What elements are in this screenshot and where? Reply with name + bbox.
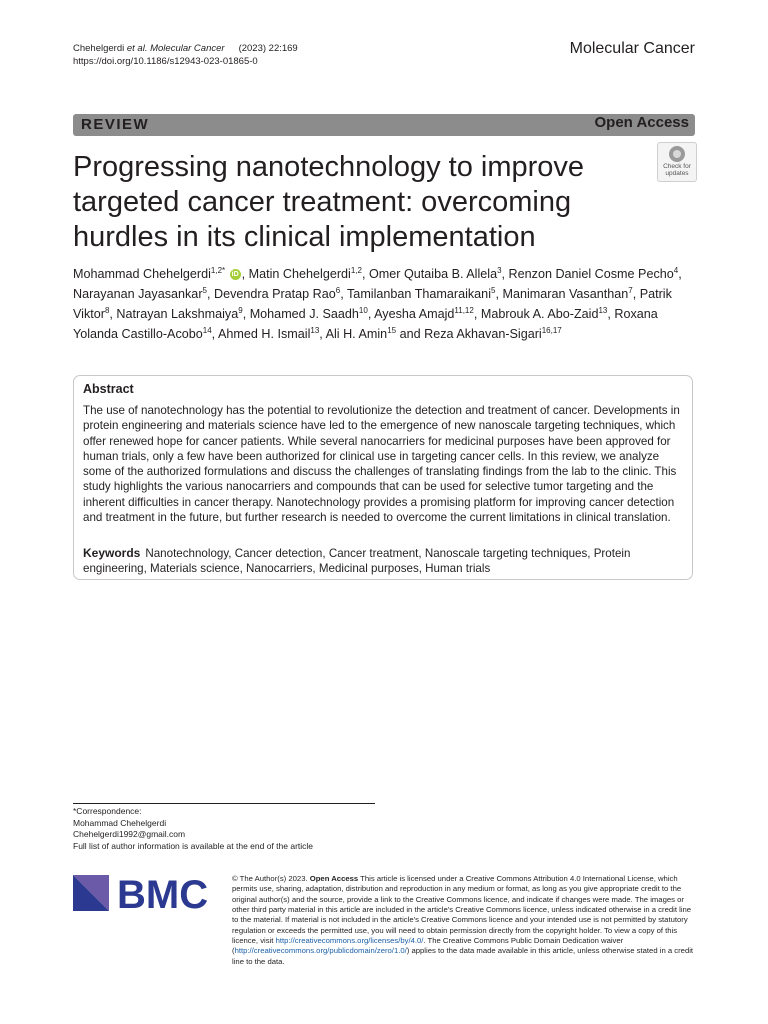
correspondence (73, 806, 313, 852)
author-name[interactable]: Renzon Daniel Cosme Pecho (508, 267, 674, 281)
orcid-icon[interactable]: iD (231, 271, 239, 279)
correspondence-email[interactable]: Chehelgerdi1992@gmail.com (73, 829, 186, 840)
author-affiliation: 13 (310, 325, 320, 335)
author-name[interactable]: Natrayan Lakshmaiya (116, 307, 239, 321)
author-affiliation: 13 (598, 305, 608, 315)
author-name[interactable]: Narayanan Jayasankar (73, 287, 203, 301)
correspondence-name: Mohammad Chehelgerdi (73, 817, 167, 828)
author-name[interactable]: Mohammad Chehelgerdi (73, 267, 211, 281)
author-affiliation: 14 (202, 325, 212, 335)
author-name[interactable]: Roxana Yolanda Castillo-Acobo (73, 307, 658, 341)
author-affiliation: 5 (491, 285, 496, 295)
author-affiliation: 5 (202, 285, 207, 295)
author-name[interactable]: Manimaran Vasanthan (502, 287, 629, 301)
article-type-bar (73, 114, 695, 136)
author-affiliation: 11,12 (454, 305, 474, 315)
author-affiliation: 10 (358, 305, 368, 315)
author-affiliation: 3 (497, 265, 502, 275)
keywords (83, 546, 681, 577)
author-list: Mohammad Chehelgerdi$^{1,2*}$ iD , Matin Chehelgerdi$^{1,2}$, Omer Qutaiba B. Allela$^3$, Renzon Daniel Cosme Pecho$^4$, Narayanan Jayasankar$^5$, Devendra Pratap Rao$^6$, Tamilanban Thamaraikani$^5$, Manimaran Vasanthan$^7$, Patrik Viktor$^8$, Natrayan Lakshmaiya$^9$, Mohamed J. Saadh$^{10}$, Ayesha Amajd$^{11,12}$, Mabrouk A. Abo-Zaid$^{13}$, Roxana Yolanda Castillo-Acobo$^{14}$, Ahmed H. Ismail$^{13}$, Ali H. Amin$^{15}$ and Reza Akhavan-Sigari$^{16,17}$ (73, 265, 682, 341)
abstract-text: The use of nanotechnology has the potential to revolutionize the detection and treatment of cancer. Developments in protein engineering and materials science have led to the emergence of new nanoscale targeting techniques, which offer renewed hope for cancer patients. While several nanocarriers for medicinal purposes have been approved for human trials, only a few have been authorized for clinical use in targeting cancer cells. In this review, we analyze some of the authorized formulations and discuss the challenges of translating findings from the lab to the clinic. This study highlights the various nanocarriers and compounds that can be used for selective tumor targeting and the inherent difficulties in cancer therapy. Nanotechnology provides a promising platform for improving cancer detection and treatment in the future, but further research is needed to overcome the current limitations in clinical translation. (83, 404, 680, 525)
license-statement: © The Author(s) 2023. Open Access This article is licensed under a Creative Commons Attribution 4.0 International License, which permits use, sharing, adaptation, distribution and reproduction in any medium or format, as long as you give appropriate credit to the original author(s) and the source, provide a link to the Creative Commons licence, and indicate if changes were made. The images or other third party material in this article are included in the article's Creative Commons licence, unless indicated otherwise in a credit line to the material. If material is not included in the article's Creative Commons licence and your intended use is not permitted by statutory regulation or exceeds the permitted use, you will need to obtain permission directly from the copyright holder. To view a copy of this licence, visit http://creativecommons.org/licenses/by/4.0/. The Creative Commons Public Domain Dedication waiver (http://creativecommons.org/publicdomain/zero/1.0/) applies to the data made available in this article, unless otherwise stated in a credit line to the data. (232, 874, 694, 966)
author-affiliation: 8 (104, 305, 110, 315)
doi-link[interactable]: https://doi.org/10.1186/s12943-023-01865-0 (73, 56, 258, 67)
citation-authors: Chehelgerdi et al. Molecular Cancer (73, 43, 225, 54)
public-domain-link[interactable]: http://creativecommons.org/publicdomain/zero/1.0/ (234, 946, 407, 956)
article-type-label: REVIEW (81, 116, 150, 133)
footnote-divider (73, 803, 375, 804)
author-affiliation: 9 (238, 305, 243, 315)
check-for-updates-icon (669, 146, 685, 162)
logo-text: BMC (117, 875, 209, 913)
keywords-text: Nanotechnology, Cancer detection, Cancer treatment, Nanoscale targeting techniques, Protein engineering, Materials science, Nanocarriers, Medicinal purposes, Human trials (83, 547, 631, 576)
author-name[interactable]: Devendra Pratap Rao (213, 287, 336, 301)
abstract-heading: Abstract (83, 382, 134, 396)
author-name[interactable]: Matin Chehelgerdi (248, 267, 351, 281)
author-name[interactable]: Omer Qutaiba B. Allela (368, 267, 498, 281)
author-name[interactable]: Mohamed J. Saadh (249, 307, 359, 321)
author-affiliation: 7 (628, 285, 633, 295)
author-name[interactable]: Ahmed H. Ismail (217, 327, 311, 341)
author-affiliation: 4 (673, 265, 679, 275)
keywords-label: Keywords (83, 546, 141, 560)
author-info-note: Full list of author information is available at the end of the article (73, 840, 314, 851)
author-affiliation: 6 (335, 285, 341, 295)
author-affiliation: 16,17 (541, 325, 562, 335)
citation-header (73, 42, 298, 68)
author-name[interactable]: Mabrouk A. Abo-Zaid (480, 307, 599, 321)
author-name[interactable]: Reza Akhavan-Sigari (424, 327, 542, 341)
author-affiliation: 15 (387, 325, 397, 335)
bmc-logo (73, 875, 216, 913)
author-name[interactable]: Tamilanban Thamaraikani (347, 287, 491, 301)
open-access-label: Open Access (594, 114, 689, 131)
article-title: Progressing nanotechnology to improve targeted cancer treatment: overcoming hurdles in its clinical implementation (73, 151, 585, 253)
author-name[interactable]: Ayesha Amajd (374, 307, 455, 321)
correspondence-label: *Correspondence: (73, 806, 142, 816)
author-name[interactable]: Ali H. Amin (325, 327, 388, 341)
author-name[interactable]: Patrik Viktor (73, 287, 672, 321)
abstract-box (73, 375, 693, 580)
check-for-updates-badge[interactable]: Check for updates (657, 142, 697, 182)
citation-year-volume: (2023) 22:169 (238, 43, 298, 54)
author-affiliation: 1,2 (350, 265, 362, 275)
journal-name: Molecular Cancer (569, 40, 695, 57)
author-affiliation: 1,2* (210, 265, 226, 275)
license-link[interactable]: http://creativecommons.org/licenses/by/4.0/ (275, 936, 424, 946)
